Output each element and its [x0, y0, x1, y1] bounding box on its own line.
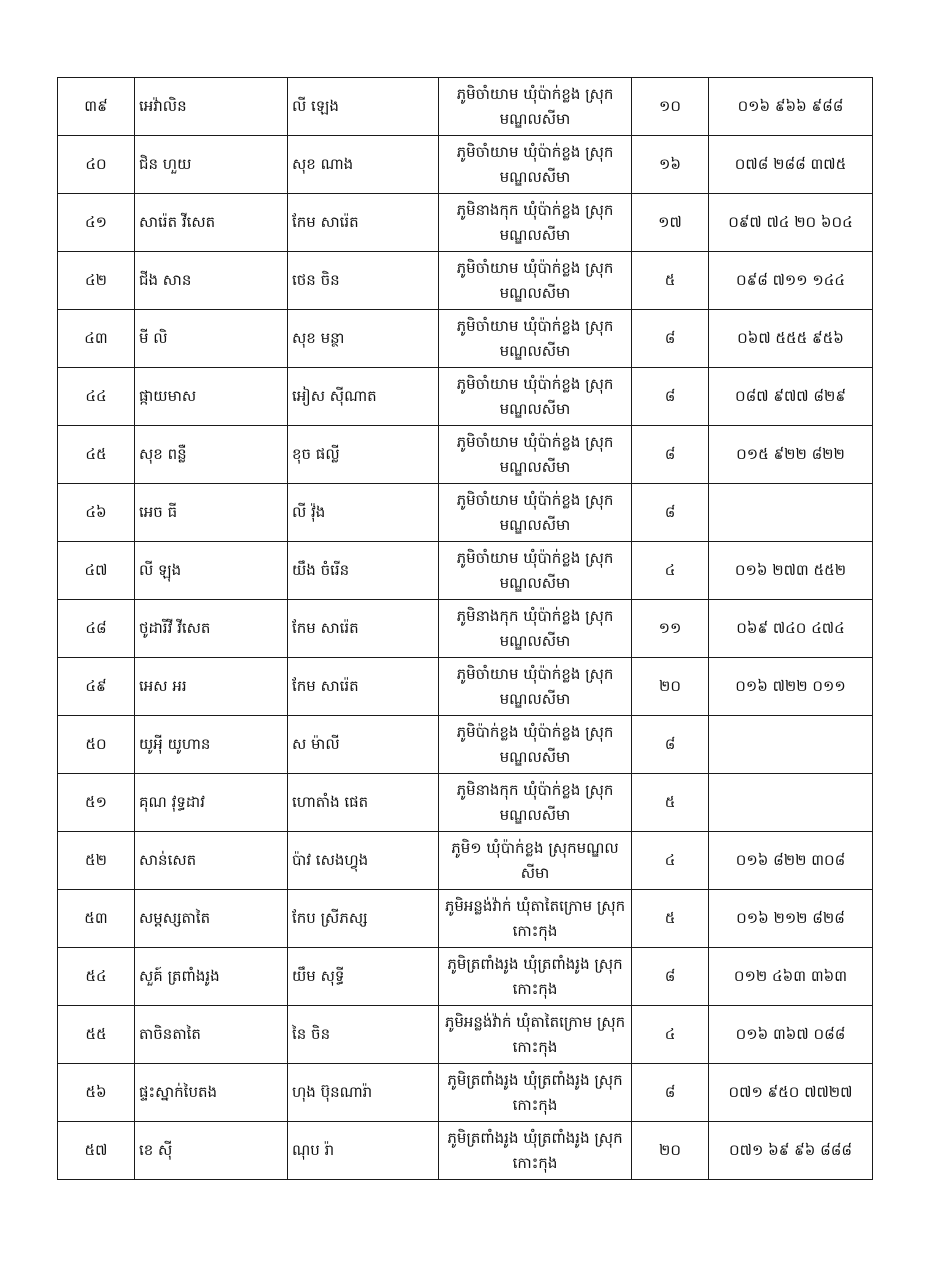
row-number: ៤៦ [58, 484, 135, 542]
roster-table [57, 77, 873, 1180]
address-cell: ភូមិនាងកុក ឃុំប៉ាក់ខ្លង ស្រុកមណ្ឌលសីមា [439, 600, 632, 658]
row-number: ៥៧ [58, 1122, 135, 1180]
owner-name: ប៉ាវ សេងហ្វុង [288, 832, 439, 890]
phone-number: ០១៦ ៨២២ ៣០៨ [709, 832, 873, 890]
room-count: ១៧ [632, 194, 709, 252]
address-cell: ភូមិចាំយាម ឃុំប៉ាក់ខ្លង ស្រុកមណ្ឌលសីមា [439, 426, 632, 484]
table-row [58, 1122, 873, 1180]
guesthouse-name: ជិន ហួយ [135, 136, 288, 194]
guesthouse-name: សាន់សេត [135, 832, 288, 890]
guesthouse-name: យូអុី យូហាន [135, 716, 288, 774]
phone-number [709, 716, 873, 774]
room-count: ១១ [632, 600, 709, 658]
address-cell: ភូមិចាំយាម ឃុំប៉ាក់ខ្លង ស្រុកមណ្ឌលសីមា [439, 542, 632, 600]
phone-number: ០១៦ ៩៦៦ ៩៨៨ [709, 78, 873, 136]
address-cell: ភូមិនាងកុក ឃុំប៉ាក់ខ្លង ស្រុកមណ្ឌលសីមា [439, 194, 632, 252]
guesthouse-name: អេច ធី [135, 484, 288, 542]
row-number: ៤៧ [58, 542, 135, 600]
owner-name: សុខ មន្ថា [288, 310, 439, 368]
table-row [58, 542, 873, 600]
owner-name: កែម សារ៉េត [288, 658, 439, 716]
phone-number [709, 774, 873, 832]
table-row [58, 252, 873, 310]
address-cell: ភូមិចាំយាម ឃុំប៉ាក់ខ្លង ស្រុកមណ្ឌលសីមា [439, 658, 632, 716]
phone-number: ០១៦ ២១២ ៨២៨ [709, 890, 873, 948]
address-cell: ភូមិត្រពាំងរូង ឃុំត្រពាំងរូង ស្រុកកោះកុង [439, 1064, 632, 1122]
room-count: ៤ [632, 832, 709, 890]
owner-name: ខុច ផល្លី [288, 426, 439, 484]
phone-number: ០១៦ ២៧៣ ៥៥២ [709, 542, 873, 600]
address-cell: ភូមិចាំយាម ឃុំប៉ាក់ខ្លង ស្រុកមណ្ឌលសីមា [439, 310, 632, 368]
room-count: ៨ [632, 426, 709, 484]
address-cell: ភូមិ១ ឃុំប៉ាក់ខ្លង ស្រុកមណ្ឌលសីមា [439, 832, 632, 890]
guesthouse-name: ផ្ទះស្នាក់បៃតង [135, 1064, 288, 1122]
row-number: ៤៩ [58, 658, 135, 716]
phone-number: ០៦៧ ៥៥៥ ៩៥៦ [709, 310, 873, 368]
owner-name: លី វ៉ុង [288, 484, 439, 542]
table-row [58, 194, 873, 252]
row-number: ៤៤ [58, 368, 135, 426]
room-count: ៨ [632, 716, 709, 774]
row-number: ៤៨ [58, 600, 135, 658]
table-row [58, 368, 873, 426]
phone-number: ០៧១ ៩៥០ ៧៧២៧ [709, 1064, 873, 1122]
table-row [58, 1006, 873, 1064]
room-count: ៤ [632, 542, 709, 600]
row-number: ៥០ [58, 716, 135, 774]
guesthouse-name: ខេ ស៊ី [135, 1122, 288, 1180]
row-number: ៤៥ [58, 426, 135, 484]
address-cell: ភូមិចាំយាម ឃុំប៉ាក់ខ្លង ស្រុកមណ្ឌលសីមា [439, 252, 632, 310]
row-number: ៣៩ [58, 78, 135, 136]
room-count: ១០ [632, 78, 709, 136]
table-row [58, 426, 873, 484]
owner-name: កែប ស្រីភស្ស [288, 890, 439, 948]
address-cell: ភូមិនាងកុក ឃុំប៉ាក់ខ្លង ស្រុកមណ្ឌលសីមា [439, 774, 632, 832]
phone-number: ០៩៧ ៧៤ ២០ ៦០៤ [709, 194, 873, 252]
row-number: ៤០ [58, 136, 135, 194]
room-count: ៨ [632, 1064, 709, 1122]
phone-number [709, 484, 873, 542]
row-number: ៤២ [58, 252, 135, 310]
owner-name: លី ឡេង [288, 78, 439, 136]
address-cell: ភូមិត្រពាំងរូង ឃុំត្រពាំងរូង ស្រុកកោះកុង [439, 948, 632, 1006]
room-count: ៥ [632, 774, 709, 832]
table-row [58, 1064, 873, 1122]
room-count: ៨ [632, 368, 709, 426]
table-row [58, 890, 873, 948]
room-count: ២០ [632, 658, 709, 716]
owner-name: កែម សារ៉េត [288, 600, 439, 658]
room-count: ៨ [632, 484, 709, 542]
owner-name: ណុប រ៉ា [288, 1122, 439, 1180]
room-count: ៤ [632, 1006, 709, 1064]
table-row [58, 600, 873, 658]
owner-name: កែម សារ៉េត [288, 194, 439, 252]
row-number: ៥២ [58, 832, 135, 890]
phone-number: ០១២ ៤៦៣ ៣៦៣ [709, 948, 873, 1006]
table-row [58, 832, 873, 890]
table-row [58, 774, 873, 832]
table-row [58, 484, 873, 542]
address-cell: ភូមិប៉ាក់ខ្លង ឃុំប៉ាក់ខ្លង ស្រុកមណ្ឌលសីមា [439, 716, 632, 774]
phone-number: ០១៦ ៧២២ ០១១ [709, 658, 873, 716]
owner-name: នៃ ចិន [288, 1006, 439, 1064]
guesthouse-name: អេវ៉ាលិន [135, 78, 288, 136]
row-number: ៤៣ [58, 310, 135, 368]
phone-number: ០៨៧ ៩៧៧ ៨២៩ [709, 368, 873, 426]
address-cell: ភូមិចាំយាម ឃុំប៉ាក់ខ្លង ស្រុកមណ្ឌលសីមា [439, 484, 632, 542]
table-row [58, 136, 873, 194]
phone-number: ០៩៨ ៧១១ ១៤៤ [709, 252, 873, 310]
table-row [58, 310, 873, 368]
owner-name: យឹង ចំរើន [288, 542, 439, 600]
room-count: ៨ [632, 948, 709, 1006]
guesthouse-name: តាចិនតាតៃ [135, 1006, 288, 1064]
guesthouse-name: លី ឡុង [135, 542, 288, 600]
row-number: ៥៤ [58, 948, 135, 1006]
phone-number: ០៦៩ ៧៤០ ៤៧៤ [709, 600, 873, 658]
address-cell: ភូមិអន្លង់វ៉ាក់ ឃុំតាតៃក្រោម ស្រុកកោះកុង [439, 890, 632, 948]
guesthouse-name: អេស អរ [135, 658, 288, 716]
phone-number: ០១៦ ៣៦៧ ០៨៨ [709, 1006, 873, 1064]
guesthouse-name: មី លិ [135, 310, 288, 368]
address-cell: ភូមិចាំយាម ឃុំប៉ាក់ខ្លង ស្រុកមណ្ឌលសីមា [439, 136, 632, 194]
phone-number: ០៧៨ ២៨៨ ៣៧៥ [709, 136, 873, 194]
phone-number: ០៧១ ៦៩ ៩៦ ៨៨៨ [709, 1122, 873, 1180]
guesthouse-name: ថូដារីវី វីសេត [135, 600, 288, 658]
row-number: ៥៥ [58, 1006, 135, 1064]
owner-name: ហោតាំង ផេត [288, 774, 439, 832]
room-count: ២០ [632, 1122, 709, 1180]
room-count: ៥ [632, 252, 709, 310]
owner-name: សុខ ណាង [288, 136, 439, 194]
guesthouse-name: ផ្កាយមាស [135, 368, 288, 426]
phone-number: ០១៥ ៩២២ ៨២២ [709, 426, 873, 484]
address-cell: ភូមិចាំយាម ឃុំប៉ាក់ខ្លង ស្រុកមណ្ឌលសីមា [439, 368, 632, 426]
room-count: ១៦ [632, 136, 709, 194]
table-row [58, 78, 873, 136]
owner-name: ថេន ចិន [288, 252, 439, 310]
room-count: ៥ [632, 890, 709, 948]
address-cell: ភូមិត្រពាំងរូង ឃុំត្រពាំងរូង ស្រុកកោះកុង [439, 1122, 632, 1180]
row-number: ៥៦ [58, 1064, 135, 1122]
guesthouse-name: គុណ វុទ្ធដាវ [135, 774, 288, 832]
owner-name: អៀស ស៊ីណាត [288, 368, 439, 426]
guesthouse-name: ជីង សាន [135, 252, 288, 310]
owner-name: ហុង ប៊ុនណារ៉ា [288, 1064, 439, 1122]
owner-name: យឹម សុទ្ធី [288, 948, 439, 1006]
owner-name: ស ម៉ាលី [288, 716, 439, 774]
guesthouse-name: សារ៉េត វីសេត [135, 194, 288, 252]
document-page [57, 77, 873, 1180]
roster-table-body [58, 78, 873, 1180]
room-count: ៨ [632, 310, 709, 368]
guesthouse-name: សម្តស្សតាតៃ [135, 890, 288, 948]
table-row [58, 658, 873, 716]
guesthouse-name: សុខ ពន្លឺ [135, 426, 288, 484]
address-cell: ភូមិចាំយាម ឃុំប៉ាក់ខ្លង ស្រុកមណ្ឌលសីមា [439, 78, 632, 136]
row-number: ៥១ [58, 774, 135, 832]
address-cell: ភូមិអន្លង់វ៉ាក់ ឃុំតាតៃក្រោម ស្រុកកោះកុង [439, 1006, 632, 1064]
table-row [58, 948, 873, 1006]
row-number: ៤១ [58, 194, 135, 252]
row-number: ៥៣ [58, 890, 135, 948]
table-row [58, 716, 873, 774]
guesthouse-name: សួគ៍ ត្រពាំងរូង [135, 948, 288, 1006]
